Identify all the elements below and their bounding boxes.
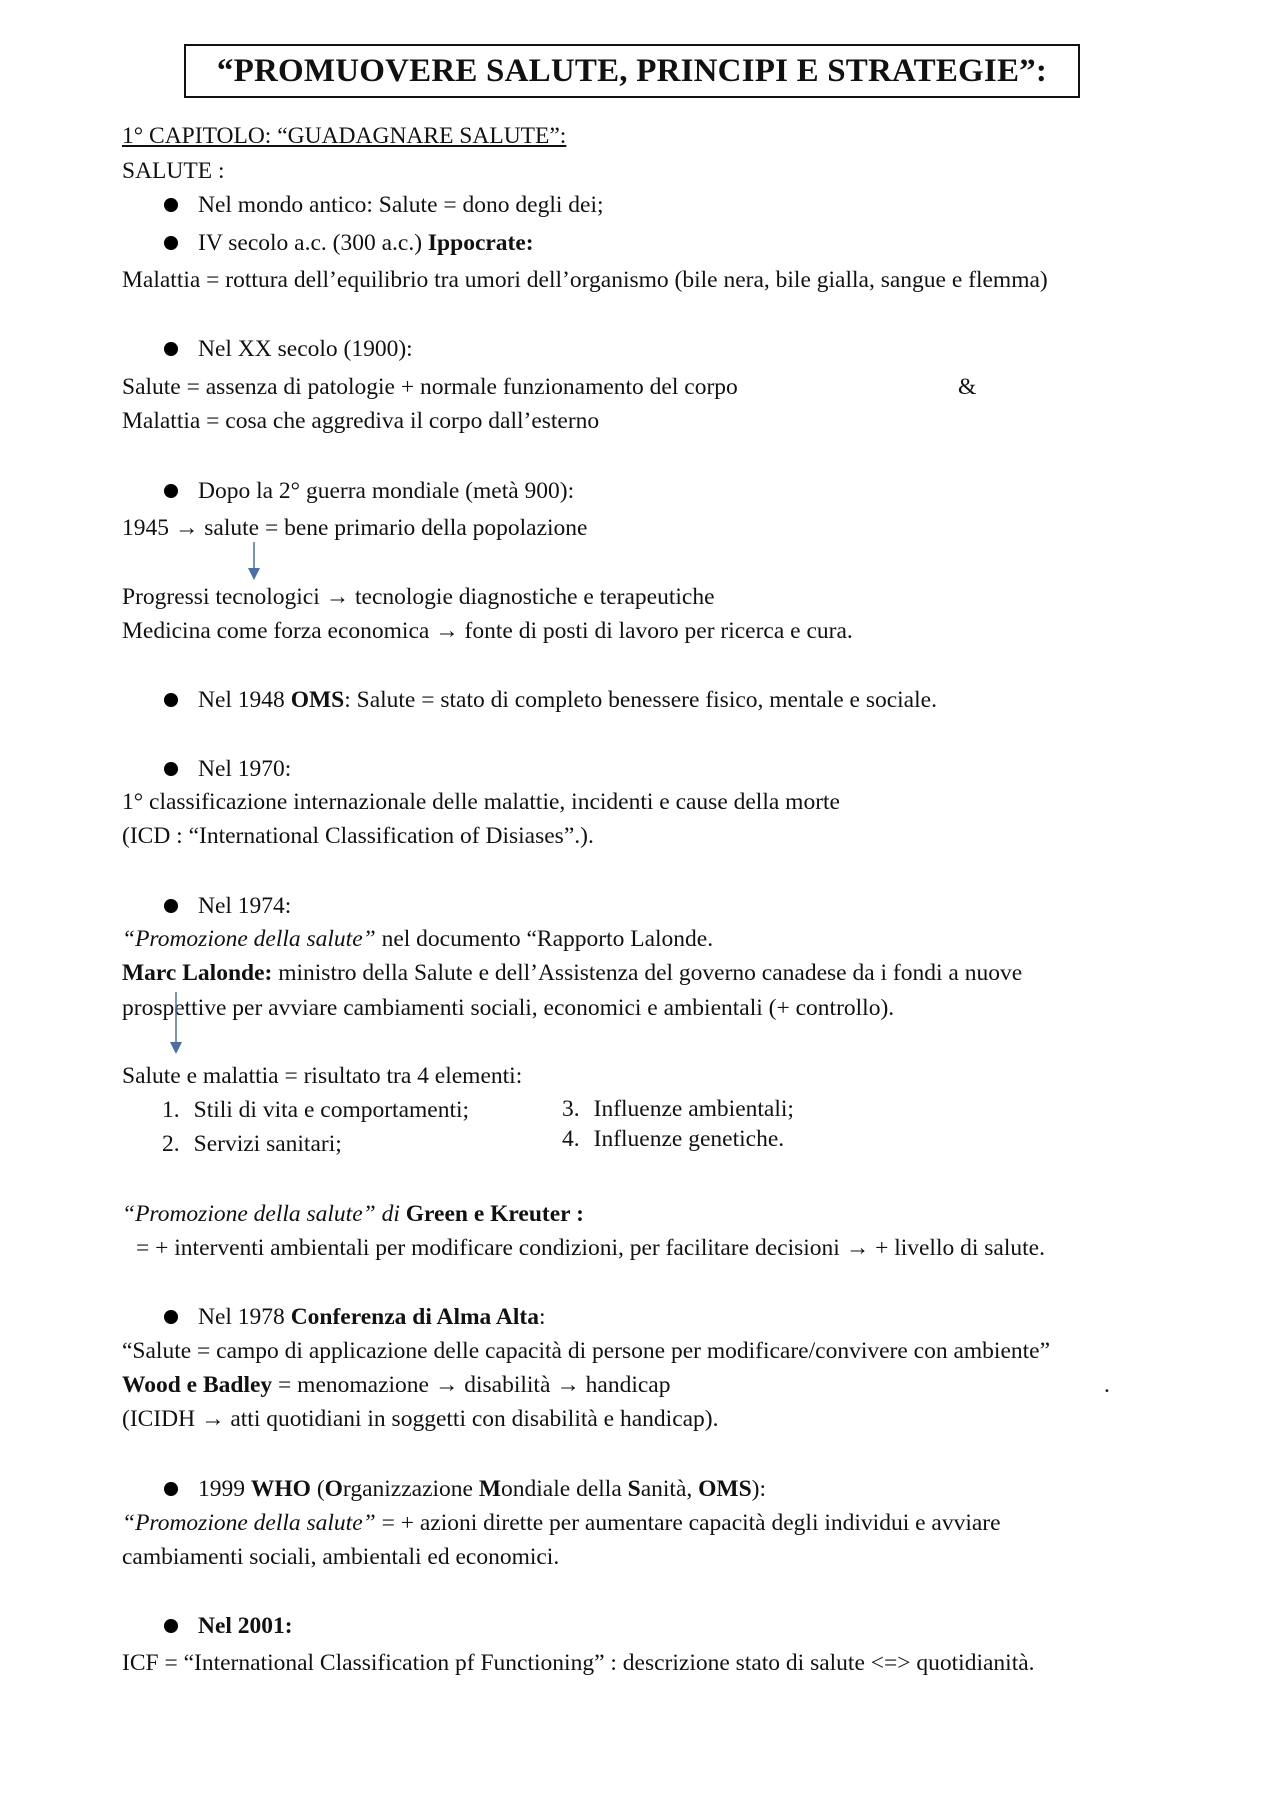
- icd-line-2: (ICD : “International Classification of Disiases”.).: [122, 823, 594, 849]
- rapporto-lalonde: “Promozione della salute” nel documento “Rapporto Lalonde.: [122, 926, 714, 952]
- bullet-dot: [164, 899, 178, 913]
- malattia-esterno: Malattia = cosa che aggrediva il corpo dall’esterno: [122, 408, 600, 434]
- wood-badley: Wood e Badley = menomazione → disabilità → handicap: [122, 1372, 671, 1398]
- list-item: 2. Servizi sanitari;: [162, 1131, 342, 1157]
- alma-alta-quote: “Salute = campo di applicazione delle capacità di persone per modificare/convivere con ambiente”: [122, 1338, 1051, 1364]
- bullet-1970: Nel 1970:: [164, 754, 291, 784]
- bullet-xx-secolo: Nel XX secolo (1900):: [164, 334, 413, 364]
- bullet-1974: Nel 1974:: [164, 891, 291, 921]
- bullet-dot: [164, 1619, 178, 1633]
- list-item: 3. Influenze ambientali;: [562, 1096, 794, 1122]
- bullet-dot: [164, 236, 178, 250]
- bullet-dot: [164, 198, 178, 212]
- bullet-1978-alma-alta: Nel 1978 Conferenza di Alma Alta:: [164, 1302, 545, 1332]
- list-item: 4. Influenze genetiche.: [562, 1126, 785, 1152]
- page-title: “PROMUOVERE SALUTE, PRINCIPI E STRATEGIE”:: [216, 52, 1048, 89]
- green-kreuter-heading: “Promozione della salute” di Green e Kreuter :: [122, 1201, 584, 1227]
- prospettive: prospettive per avviare cambiamenti sociali, economici e ambientali (+ controllo).: [122, 995, 895, 1021]
- down-arrow-icon: [166, 992, 186, 1058]
- promozione-1999: “Promozione della salute” = + azioni dirette per aumentare capacità degli individui e avviare: [122, 1510, 1001, 1536]
- bullet-2001: Nel 2001:: [164, 1611, 293, 1641]
- chapter-heading: 1° CAPITOLO: “GUADAGNARE SALUTE”:: [122, 123, 567, 149]
- salute-definition: Salute = assenza di patologie + normale funzionamento del corpo: [122, 374, 738, 400]
- line-1945: 1945 → salute = bene primario della popolazione: [122, 515, 588, 541]
- salute-heading: SALUTE :: [122, 158, 225, 184]
- bullet-dot: [164, 693, 178, 707]
- icd-line-1: 1° classificazione internazionale delle malattie, incidenti e cause della morte: [122, 789, 840, 815]
- promozione-1999-cont: cambiamenti sociali, ambientali ed economici.: [122, 1544, 560, 1570]
- bullet-ippocrate: IV secolo a.c. (300 a.c.) Ippocrate:: [164, 228, 534, 258]
- progressi-tecnologici: Progressi tecnologici → tecnologie diagnostiche e terapeutiche: [122, 584, 715, 610]
- bullet-dot: [164, 1482, 178, 1496]
- icf-line: ICF = “International Classification pf Functioning” : descrizione stato di salute <=> quotidianità.: [122, 1650, 1035, 1676]
- medicina-economica: Medicina come forza economica → fonte di posti di lavoro per ricerca e cura.: [122, 618, 853, 644]
- ampersand: &: [958, 374, 977, 400]
- bullet-1948-oms: Nel 1948 OMS: Salute = stato di completo benessere fisico, mentale e sociale.: [164, 685, 937, 715]
- bullet-dopo-guerra: Dopo la 2° guerra mondiale (metà 900):: [164, 476, 574, 506]
- green-kreuter-definition: = + interventi ambientali per modificare condizioni, per facilitare decisioni → + livello di salute.: [136, 1235, 1045, 1261]
- bullet-dot: [164, 762, 178, 776]
- bullet-dot: [164, 1310, 178, 1324]
- bullet-dot: [164, 484, 178, 498]
- list-item: 1. Stili di vita e comportamenti;: [162, 1097, 470, 1123]
- marc-lalonde: Marc Lalonde: ministro della Salute e dell’Assistenza del governo canadese da i fondi a nuove: [122, 960, 1023, 986]
- icidh-line: (ICIDH → atti quotidiani in soggetti con disabilità e handicap).: [122, 1406, 719, 1432]
- down-arrow-icon: [244, 542, 264, 582]
- bullet-dot: [164, 342, 178, 356]
- bullet-mondo-antico: Nel mondo antico: Salute = dono degli dei;: [164, 190, 604, 220]
- salute-malattia-elementi: Salute e malattia = risultato tra 4 elementi:: [122, 1063, 523, 1089]
- bullet-1999-who: 1999 WHO (Organizzazione Mondiale della Sanità, OMS):: [164, 1474, 766, 1504]
- trailing-dot: .: [1104, 1372, 1110, 1398]
- malattia-umori: Malattia = rottura dell’equilibrio tra umori dell’organismo (bile nera, bile gialla, sangue e flemma): [122, 267, 1048, 293]
- title-box: [184, 44, 1080, 98]
